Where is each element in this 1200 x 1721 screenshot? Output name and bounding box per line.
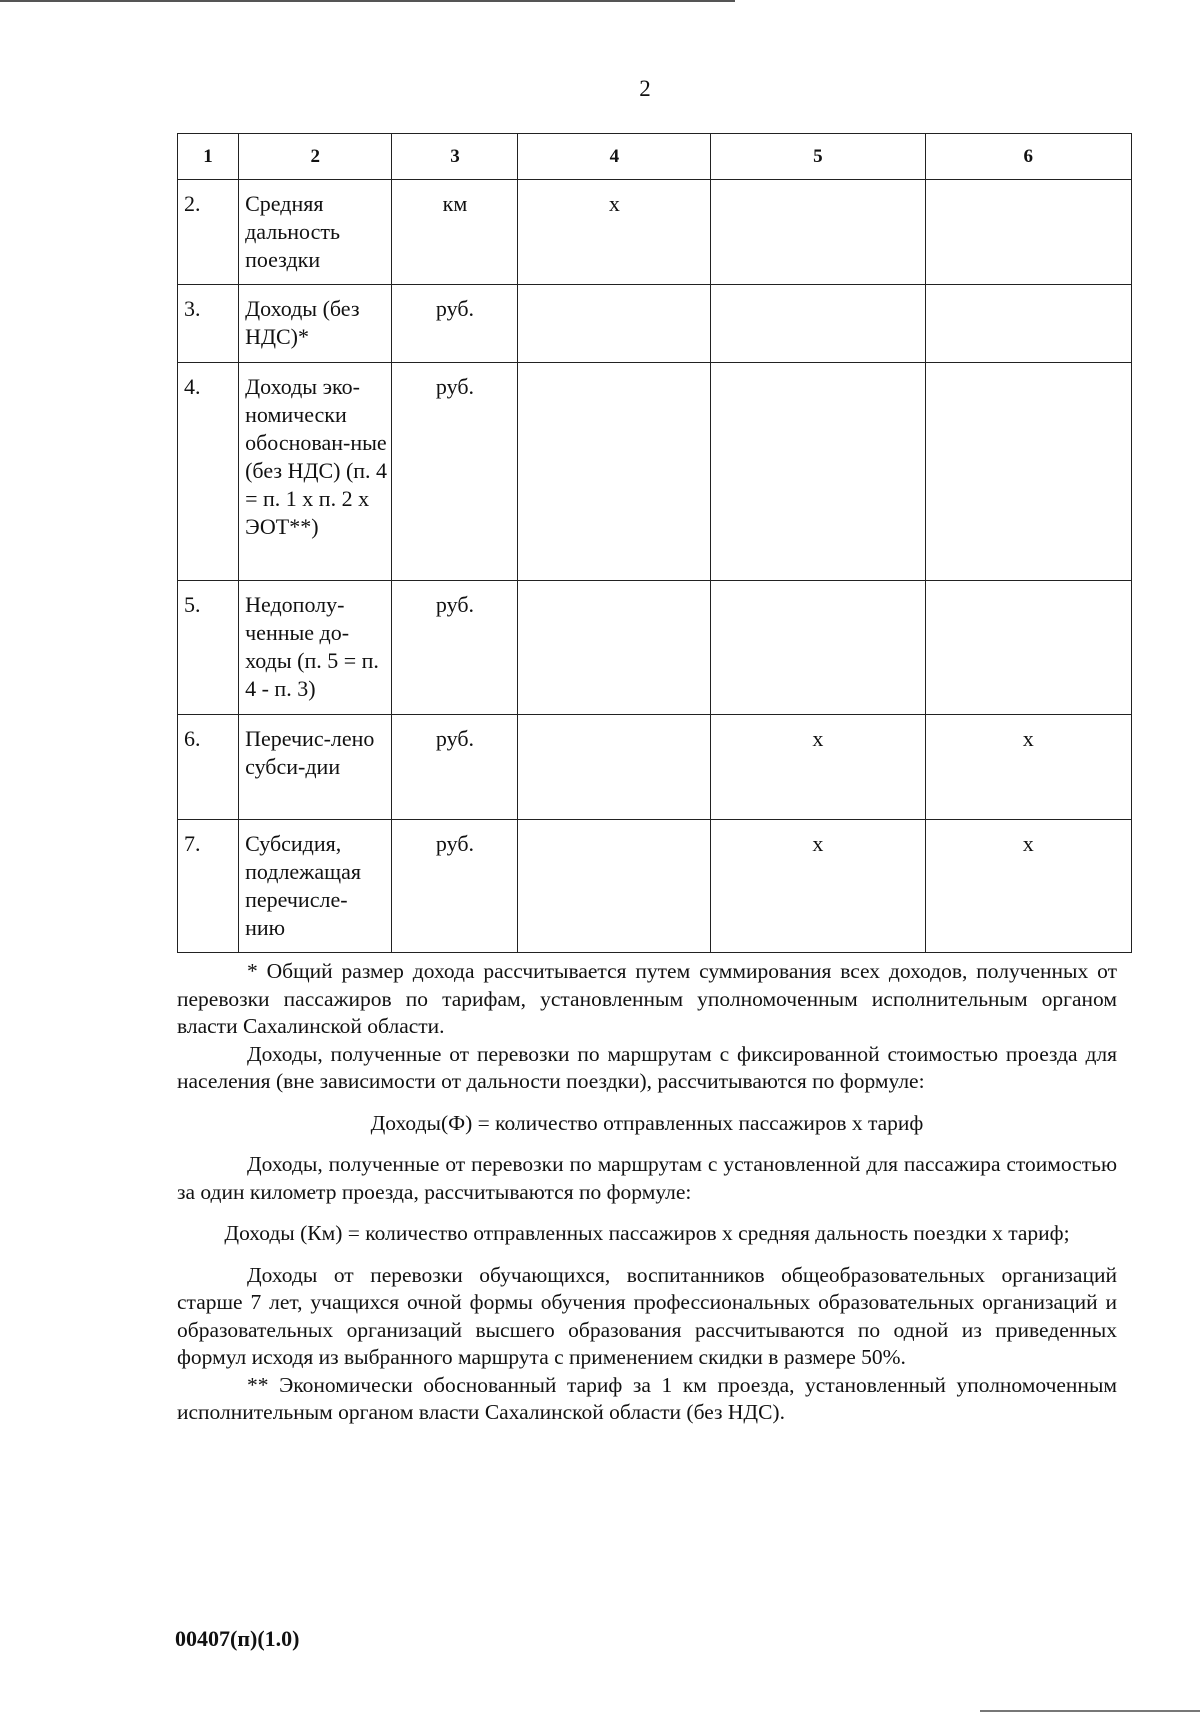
formula-fixed-fare: Доходы(Ф) = количество отправленных пассажиров х тариф [370, 1110, 924, 1135]
row-indicator-name: Доходы эко-номически обоснован-ные (без НДС) (п. 4 = п. 1 х п. 2 х ЭОТ**) [239, 363, 392, 581]
table-notes [177, 958, 1117, 1427]
scan-bottom-edge-line [980, 1710, 1200, 1712]
row-unit: км [392, 180, 518, 285]
table-row [178, 363, 1132, 581]
formula-per-km: Доходы (Км) = количество отправленных пассажиров х средняя дальность поездки х тариф; [224, 1221, 1070, 1245]
column-header: 6 [925, 134, 1132, 180]
document-code: 00407(п)(1.0) [175, 1626, 300, 1651]
row-cell-col5: х [711, 820, 925, 953]
row-cell-col5 [711, 285, 925, 363]
row-cell-col5 [711, 180, 925, 285]
row-cell-col6 [925, 363, 1132, 581]
row-unit: руб. [392, 285, 518, 363]
row-cell-col6 [925, 285, 1132, 363]
row-unit: руб. [392, 715, 518, 820]
row-number: 4. [178, 363, 239, 581]
row-number: 3. [178, 285, 239, 363]
table-header-row [178, 134, 1132, 180]
row-indicator-name: Недополу-ченные до-ходы (п. 5 = п. 4 - п. 3) [239, 581, 392, 715]
row-indicator-name: Перечис-лено субси-дии [239, 715, 392, 820]
table-row [178, 715, 1132, 820]
table-row [178, 820, 1132, 953]
row-cell-col4 [518, 820, 711, 953]
row-cell-col6: х [925, 715, 1132, 820]
row-cell-col4 [518, 715, 711, 820]
paragraph-student-discount: Доходы от перевозки обучающихся, воспитанников общеобразовательных организаций старше 7 лет, учащихся очной формы обучения профессиональных образовательных организаций и образовательных организаций высшего образования рассчитываются по одной из приведенных формул исходя из выбранного маршрута с применением скидки в размере 50%. [177, 1262, 1117, 1369]
paragraph-per-km-income: Доходы, полученные от перевозки по маршрутам с установленной для пассажира стоимостью за один километр проезда, рассчитываются по формуле: [177, 1152, 1117, 1204]
row-cell-col4 [518, 581, 711, 715]
scan-top-edge-line [0, 0, 735, 2]
column-header: 2 [239, 134, 392, 180]
footnote-economic-tariff: ** Экономически обоснованный тариф за 1 км проезда, установленный уполномоченным исполнительным органом власти Сахалинской области (без НДС). [177, 1372, 1117, 1424]
row-unit: руб. [392, 363, 518, 581]
paragraph-fixed-fare-income: Доходы, полученные от перевозки по маршрутам с фиксированной стоимостью проезда для населения (вне зависимости от дальности поездки), рассчитываются по формуле: [177, 1041, 1117, 1093]
row-indicator-name: Доходы (без НДС)* [239, 285, 392, 363]
page-number: 2 [639, 76, 651, 101]
row-cell-col6 [925, 581, 1132, 715]
table-row [178, 285, 1132, 363]
row-cell-col5 [711, 363, 925, 581]
row-indicator-name: Субсидия, подлежащая перечисле-нию [239, 820, 392, 953]
row-cell-col4 [518, 363, 711, 581]
row-cell-col5: х [711, 715, 925, 820]
column-header: 4 [518, 134, 711, 180]
row-unit: руб. [392, 581, 518, 715]
row-number: 6. [178, 715, 239, 820]
table-row [178, 180, 1132, 285]
row-indicator-name: Средняя дальность поездки [239, 180, 392, 285]
row-number: 2. [178, 180, 239, 285]
row-cell-col5 [711, 581, 925, 715]
subsidy-calculation-table [177, 133, 1132, 953]
footnote-total-income: * Общий размер дохода рассчитывается путем суммирования всех доходов, полученных от перевозки пассажиров по тарифам, установленным уполномоченным исполнительным органом власти Сахалинской области. [177, 959, 1117, 1038]
row-cell-col4 [518, 285, 711, 363]
table-row [178, 581, 1132, 715]
column-header: 1 [178, 134, 239, 180]
row-cell-col6: х [925, 820, 1132, 953]
row-cell-col4: х [518, 180, 711, 285]
row-cell-col6 [925, 180, 1132, 285]
column-header: 3 [392, 134, 518, 180]
row-unit: руб. [392, 820, 518, 953]
row-number: 7. [178, 820, 239, 953]
row-number: 5. [178, 581, 239, 715]
column-header: 5 [711, 134, 925, 180]
